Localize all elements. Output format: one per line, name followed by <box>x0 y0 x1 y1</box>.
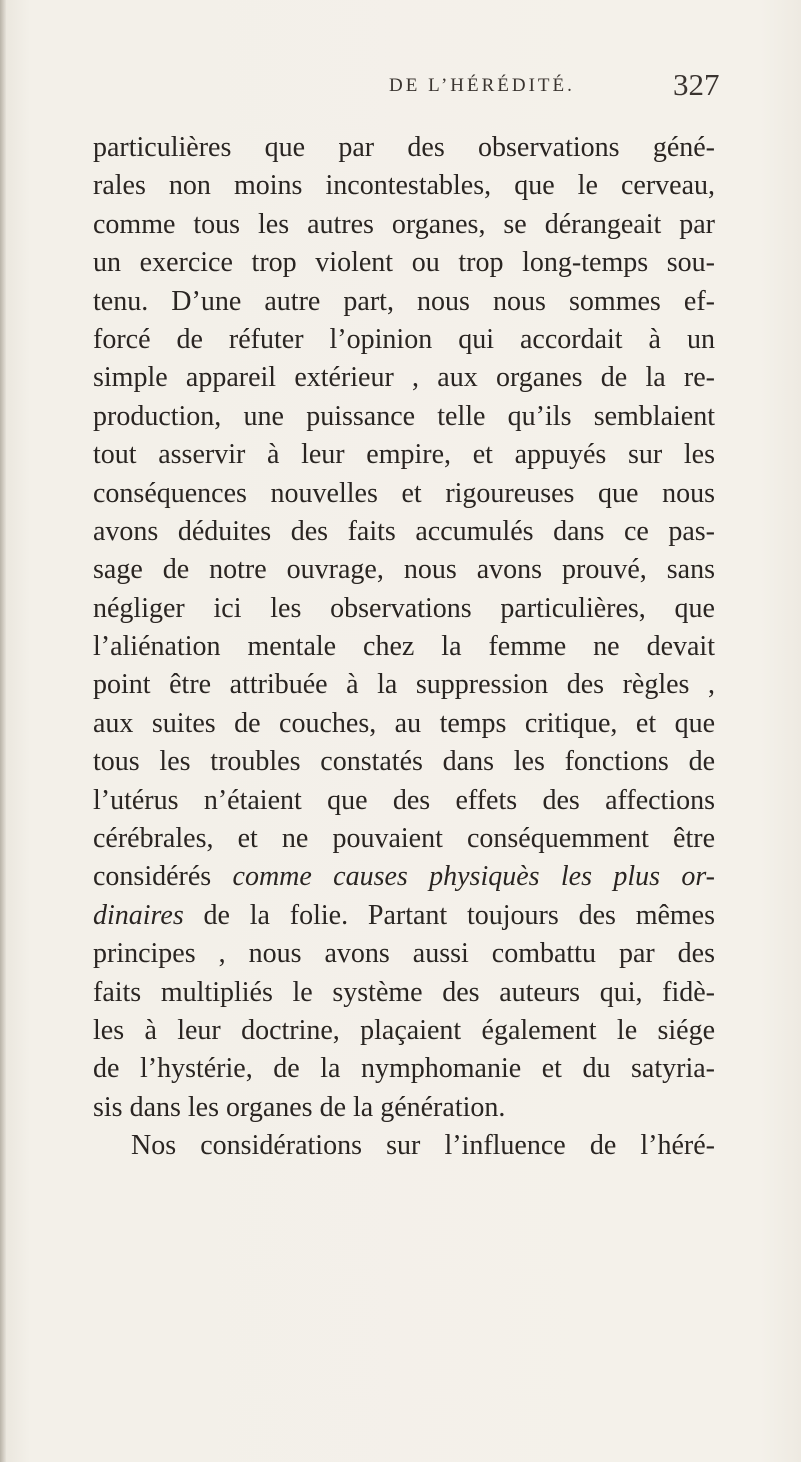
text-line: tous les troubles constatés dans les fonctions de <box>93 746 715 778</box>
text-line: avons déduites des faits accumulés dans ce pas- <box>93 515 715 547</box>
text-line: point être attribuée à la suppression des règles , <box>93 669 715 701</box>
text-line: conséquences nouvelles et rigoureuses que nous <box>93 477 715 509</box>
text-line: Nos considérations sur l’influence de l’héré- <box>131 1130 715 1162</box>
page-header <box>0 66 801 106</box>
text-segment: de la folie. Partant toujours des mêmes <box>183 899 715 931</box>
page-number: 327 <box>673 67 720 102</box>
text-line: production, une puissance telle qu’ils semblaient <box>93 400 715 432</box>
text-line-mixed <box>93 858 715 896</box>
text-line: principes , nous avons aussi combattu par des <box>93 938 715 970</box>
text-line-mixed <box>93 897 715 935</box>
text-line: un exercice trop violent ou trop long-temps sou- <box>93 247 715 279</box>
text-line: négliger ici les observations particulières, que <box>93 592 715 624</box>
italic-phrase: dinaires <box>93 899 184 931</box>
italic-phrase: comme causes physiquès les plus or- <box>232 861 715 893</box>
text-line: tout asservir à leur empire, et appuyés sur les <box>93 439 715 471</box>
text-line: les à leur doctrine, plaçaient également le siége <box>93 1014 715 1046</box>
text-line: sis dans les organes de la génération. <box>93 1091 506 1123</box>
text-line: l’aliénation mentale chez la femme ne devait <box>93 631 715 663</box>
text-line: forcé de réfuter l’opinion qui accordait à un <box>93 323 715 355</box>
running-title: DE L’HÉRÉDITÉ. <box>389 75 575 96</box>
text-line: rales non moins incontestables, que le cerveau, <box>93 170 715 202</box>
text-line: l’utérus n’étaient que des effets des affections <box>93 784 715 816</box>
text-line: de l’hystérie, de la nymphomanie et du satyria- <box>93 1053 715 1085</box>
text-line: aux suites de couches, au temps critique, et que <box>93 707 715 739</box>
body-text <box>93 129 715 1166</box>
text-line: cérébrales, et ne pouvaient conséquemment être <box>93 823 715 855</box>
text-line: faits multipliés le système des auteurs qui, fidè- <box>93 976 715 1008</box>
text-line: simple appareil extérieur , aux organes de la re- <box>93 362 715 394</box>
text-line: particulières que par des observations géné- <box>93 132 715 163</box>
text-line: tenu. D’une autre part, nous nous sommes ef- <box>93 285 715 317</box>
page-binding-edge <box>0 0 6 1462</box>
text-line: comme tous les autres organes, se dérangeait par <box>93 208 715 240</box>
text-segment: considérés <box>93 861 233 893</box>
text-line: sage de notre ouvrage, nous avons prouvé, sans <box>93 554 715 586</box>
